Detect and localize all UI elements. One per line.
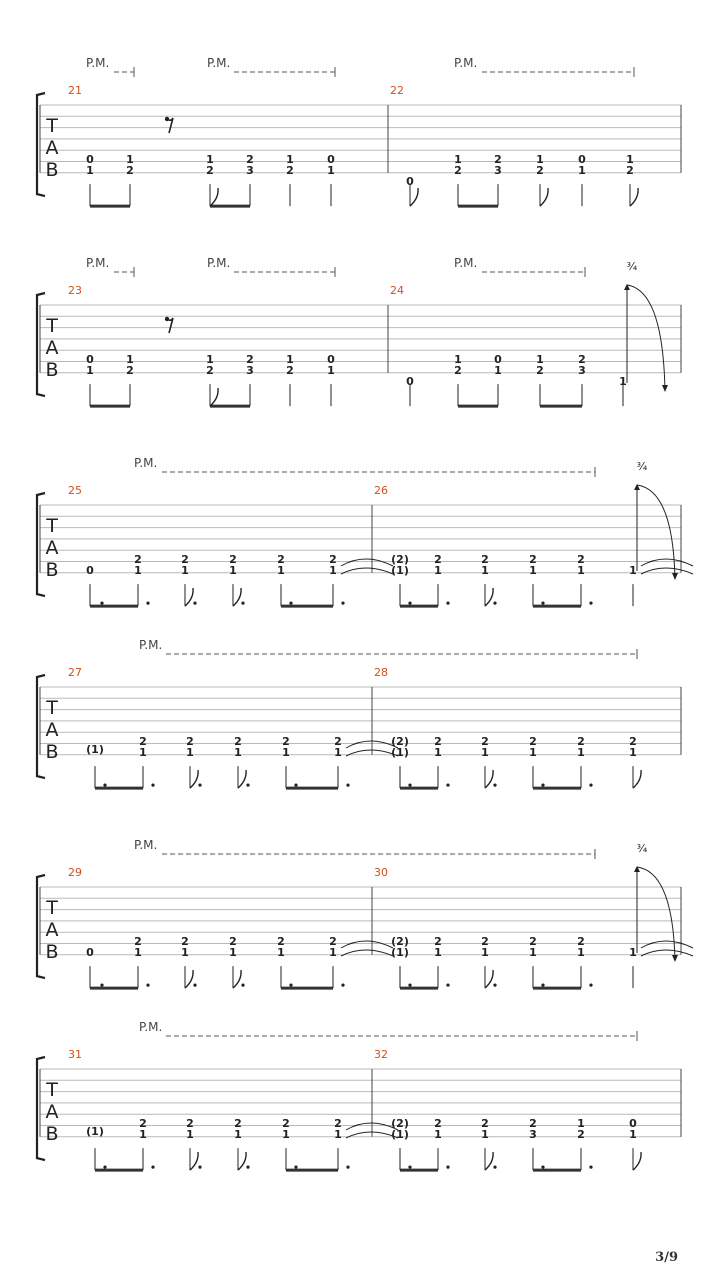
tab-clef-letter: A <box>45 1101 59 1123</box>
fret-number: 2 <box>481 1117 489 1130</box>
fret-number: 1 <box>434 946 442 959</box>
fret-number: 1 <box>536 153 544 166</box>
rhythm-dot <box>100 602 103 605</box>
fret-number: 1 <box>229 564 237 577</box>
fret-number: 1 <box>334 1128 342 1141</box>
bend-release-head <box>672 573 678 580</box>
tab-clef-letter: A <box>45 719 59 741</box>
note-flag <box>238 770 246 788</box>
fret-number: 1 <box>629 564 637 577</box>
fret-number: 2 <box>234 1117 242 1130</box>
fret-number: 1 <box>206 353 214 366</box>
fret-number: 2 <box>282 735 290 748</box>
fret-number: 2 <box>181 935 189 948</box>
fret-number: 2 <box>577 935 585 948</box>
fret-number: 1 <box>139 746 147 759</box>
fret-number: 2 <box>577 735 585 748</box>
fret-number: 1 <box>454 353 462 366</box>
measure-number: 22 <box>390 84 404 97</box>
note-flag <box>540 188 548 206</box>
note-flag <box>210 388 218 406</box>
fret-number: 2 <box>282 1117 290 1130</box>
fret-number: 1 <box>134 946 142 959</box>
fret-number: 1 <box>334 746 342 759</box>
note-flag <box>633 770 641 788</box>
tab-clef-letter: A <box>45 537 59 559</box>
rhythm-dot <box>146 602 149 605</box>
tab-system <box>37 256 681 406</box>
fret-number: 2 <box>234 735 242 748</box>
rhythm-dot <box>493 1166 496 1169</box>
page-number: 3/9 <box>655 1250 678 1265</box>
fret-number: 1 <box>181 564 189 577</box>
fret-number: 1 <box>529 946 537 959</box>
fret-number: 1 <box>327 364 335 377</box>
rhythm-dot <box>346 784 349 787</box>
palm-mute-label: P.M. <box>86 56 110 70</box>
tie-arc <box>341 941 393 948</box>
tab-system <box>37 456 693 606</box>
measure-number: 28 <box>374 666 388 679</box>
fret-number: 2 <box>481 553 489 566</box>
tab-clef-letter: B <box>45 1123 59 1145</box>
note-flag <box>238 1152 246 1170</box>
fret-number: 1 <box>286 153 294 166</box>
fret-number: 2 <box>229 553 237 566</box>
fret-number: 2 <box>454 364 462 377</box>
rhythm-dot <box>294 1166 297 1169</box>
rhythm-dot <box>193 602 196 605</box>
fret-number: 1 <box>282 746 290 759</box>
fret-number: 2 <box>329 935 337 948</box>
fret-number: 2 <box>186 735 194 748</box>
fret-number: 2 <box>536 164 544 177</box>
measure-number: 29 <box>68 866 82 879</box>
palm-mute-label: P.M. <box>134 838 158 852</box>
fret-number: 2 <box>481 935 489 948</box>
palm-mute-label: P.M. <box>139 1020 163 1034</box>
fret-number: 1 <box>529 564 537 577</box>
fret-number: 1 <box>234 746 242 759</box>
tab-clef-letter: T <box>46 897 58 919</box>
system-bracket <box>37 875 45 978</box>
system-bracket <box>37 1057 45 1160</box>
fret-number: 2 <box>536 364 544 377</box>
note-flag <box>190 1152 198 1170</box>
fret-number: 2 <box>529 735 537 748</box>
fret-number: (1) <box>391 1128 409 1141</box>
fret-number: 2 <box>277 553 285 566</box>
fret-number: 0 <box>406 175 414 188</box>
bend-release-head <box>662 385 668 392</box>
fret-number: 2 <box>181 553 189 566</box>
fret-number: 2 <box>229 935 237 948</box>
fret-number: 1 <box>277 946 285 959</box>
fret-number: 0 <box>494 353 502 366</box>
bend-amount: ¾ <box>636 460 648 473</box>
fret-number: 1 <box>434 1128 442 1141</box>
rhythm-dot <box>541 984 544 987</box>
rhythm-dot <box>408 784 411 787</box>
tab-system <box>37 1020 681 1170</box>
fret-number: 0 <box>86 564 94 577</box>
fret-number: 3 <box>529 1128 537 1141</box>
system-bracket <box>37 675 45 778</box>
fret-number: 2 <box>494 153 502 166</box>
note-flag <box>190 770 198 788</box>
tab-clef-letter: T <box>46 315 58 337</box>
fret-number: 2 <box>139 735 147 748</box>
fret-number: 1 <box>277 564 285 577</box>
rhythm-dot <box>589 984 592 987</box>
fret-number: (1) <box>86 1125 104 1138</box>
fret-number: 1 <box>629 746 637 759</box>
bend-amount: ¾ <box>626 260 638 273</box>
rhythm-dot <box>589 1166 592 1169</box>
fret-number: 0 <box>327 353 335 366</box>
fret-number: (1) <box>86 743 104 756</box>
note-flag <box>633 1152 641 1170</box>
measure-number: 23 <box>68 284 82 297</box>
fret-number: 3 <box>246 164 254 177</box>
rhythm-dot <box>151 1166 154 1169</box>
note-flag <box>485 770 493 788</box>
palm-mute-label: P.M. <box>139 638 163 652</box>
rhythm-dot <box>103 784 106 787</box>
fret-number: 3 <box>494 164 502 177</box>
note-flag <box>185 970 193 988</box>
fret-number: 2 <box>246 153 254 166</box>
fret-number: 1 <box>126 153 134 166</box>
fret-number: 1 <box>434 564 442 577</box>
fret-number: 2 <box>329 553 337 566</box>
fret-number: 0 <box>327 153 335 166</box>
tab-system <box>37 56 681 206</box>
note-flag <box>630 188 638 206</box>
rhythm-dot <box>246 784 249 787</box>
bend-amount: ¾ <box>636 842 648 855</box>
fret-number: 2 <box>246 353 254 366</box>
rhythm-dot <box>146 984 149 987</box>
fret-number: 1 <box>139 1128 147 1141</box>
fret-number: 1 <box>134 564 142 577</box>
rhythm-dot <box>493 984 496 987</box>
rhythm-dot <box>446 602 449 605</box>
fret-number: 1 <box>186 746 194 759</box>
rhythm-dot <box>151 784 154 787</box>
fret-number: 2 <box>629 735 637 748</box>
note-flag <box>233 588 241 606</box>
rhythm-dot <box>241 602 244 605</box>
fret-number: 0 <box>86 153 94 166</box>
fret-number: 2 <box>334 735 342 748</box>
fret-number: 0 <box>578 153 586 166</box>
fret-number: 1 <box>229 946 237 959</box>
tab-system <box>37 838 693 988</box>
fret-number: 1 <box>536 353 544 366</box>
fret-number: (2) <box>391 935 409 948</box>
rhythm-dot <box>408 1166 411 1169</box>
fret-number: 0 <box>86 353 94 366</box>
fret-number: (2) <box>391 553 409 566</box>
fret-number: 2 <box>434 553 442 566</box>
fret-number: 2 <box>529 1117 537 1130</box>
fret-number: (2) <box>391 1117 409 1130</box>
note-flag <box>485 1152 493 1170</box>
fret-number: 1 <box>481 746 489 759</box>
fret-number: 2 <box>577 1128 585 1141</box>
tab-clef-letter: B <box>45 159 59 181</box>
fret-number: 2 <box>277 935 285 948</box>
rhythm-dot <box>346 1166 349 1169</box>
fret-number: 1 <box>282 1128 290 1141</box>
fret-number: 2 <box>139 1117 147 1130</box>
palm-mute-label: P.M. <box>454 56 478 70</box>
fret-number: 2 <box>529 553 537 566</box>
tab-clef-letter: A <box>45 337 59 359</box>
system-bracket <box>37 93 45 196</box>
rhythm-dot <box>289 984 292 987</box>
rhythm-dot <box>408 984 411 987</box>
fret-number: 2 <box>126 164 134 177</box>
fret-number: 1 <box>626 153 634 166</box>
fret-number: 1 <box>577 746 585 759</box>
rhythm-dot <box>103 1166 106 1169</box>
fret-number: 0 <box>629 1117 637 1130</box>
palm-mute-label: P.M. <box>134 456 158 470</box>
fret-number: 0 <box>406 375 414 388</box>
rhythm-dot <box>446 784 449 787</box>
rhythm-dot <box>341 602 344 605</box>
rhythm-dot <box>541 784 544 787</box>
rhythm-dot <box>589 784 592 787</box>
fret-number: 1 <box>327 164 335 177</box>
note-flag <box>185 588 193 606</box>
fret-number: 1 <box>126 353 134 366</box>
palm-mute-label: P.M. <box>207 256 231 270</box>
bend-release-head <box>672 955 678 962</box>
tie-arc <box>341 559 393 566</box>
rhythm-dot <box>198 784 201 787</box>
palm-mute-label: P.M. <box>207 56 231 70</box>
fret-number: 2 <box>434 735 442 748</box>
fret-number: 2 <box>577 553 585 566</box>
fret-number: 1 <box>86 364 94 377</box>
tab-clef-letter: B <box>45 559 59 581</box>
measure-number: 30 <box>374 866 388 879</box>
fret-number: 2 <box>126 364 134 377</box>
tie-arc <box>641 941 693 948</box>
rhythm-dot <box>541 602 544 605</box>
fret-number: 2 <box>529 935 537 948</box>
fret-number: 2 <box>206 164 214 177</box>
fret-number: 3 <box>246 364 254 377</box>
tab-clef-letter: T <box>46 515 58 537</box>
fret-number: 2 <box>286 164 294 177</box>
fret-number: 2 <box>578 353 586 366</box>
measure-number: 27 <box>68 666 82 679</box>
rhythm-dot <box>246 1166 249 1169</box>
fret-number: 1 <box>578 164 586 177</box>
fret-number: 1 <box>434 746 442 759</box>
tie-arc <box>641 559 693 566</box>
rhythm-dot <box>446 984 449 987</box>
fret-number: 1 <box>329 946 337 959</box>
fret-number: 2 <box>434 935 442 948</box>
fret-number: 2 <box>186 1117 194 1130</box>
fret-number: 1 <box>577 946 585 959</box>
tab-clef-letter: A <box>45 919 59 941</box>
fret-number: 1 <box>86 164 94 177</box>
fret-number: 1 <box>577 1117 585 1130</box>
fret-number: 2 <box>481 735 489 748</box>
fret-number: 2 <box>286 364 294 377</box>
measure-number: 26 <box>374 484 388 497</box>
fret-number: 2 <box>626 164 634 177</box>
fret-number: 1 <box>629 1128 637 1141</box>
measure-number: 32 <box>374 1048 388 1061</box>
fret-number: 1 <box>329 564 337 577</box>
measure-number: 21 <box>68 84 82 97</box>
fret-number: 2 <box>206 364 214 377</box>
tab-clef-letter: B <box>45 359 59 381</box>
rhythm-dot <box>493 784 496 787</box>
fret-number: 1 <box>529 746 537 759</box>
rhythm-dot <box>289 602 292 605</box>
fret-number: (1) <box>391 564 409 577</box>
tab-clef-letter: T <box>46 115 58 137</box>
note-flag <box>210 188 218 206</box>
fret-number: 1 <box>206 153 214 166</box>
fret-number: 0 <box>86 946 94 959</box>
measure-number: 25 <box>68 484 82 497</box>
fret-number: 1 <box>629 946 637 959</box>
rhythm-dot <box>241 984 244 987</box>
eighth-rest-stem <box>167 118 173 133</box>
fret-number: 1 <box>181 946 189 959</box>
system-bracket <box>37 293 45 396</box>
fret-number: 1 <box>481 1128 489 1141</box>
note-flag <box>410 188 418 206</box>
eighth-rest-stem <box>167 318 173 333</box>
fret-number: 1 <box>454 153 462 166</box>
fret-number: 1 <box>494 364 502 377</box>
tab-clef-letter: T <box>46 1079 58 1101</box>
fret-number: (1) <box>391 946 409 959</box>
fret-number: 1 <box>619 375 627 388</box>
palm-mute-label: P.M. <box>454 256 478 270</box>
rhythm-dot <box>198 1166 201 1169</box>
note-flag <box>485 588 493 606</box>
rhythm-dot <box>100 984 103 987</box>
tab-clef-letter: B <box>45 941 59 963</box>
fret-number: 1 <box>286 353 294 366</box>
rhythm-dot <box>493 602 496 605</box>
note-flag <box>485 970 493 988</box>
bend-release <box>627 285 665 391</box>
fret-number: 2 <box>334 1117 342 1130</box>
palm-mute-label: P.M. <box>86 256 110 270</box>
measure-number: 31 <box>68 1048 82 1061</box>
fret-number: (2) <box>391 735 409 748</box>
tab-clef-letter: A <box>45 137 59 159</box>
fret-number: (1) <box>391 746 409 759</box>
rhythm-dot <box>341 984 344 987</box>
fret-number: 1 <box>234 1128 242 1141</box>
rhythm-dot <box>193 984 196 987</box>
fret-number: 2 <box>134 935 142 948</box>
tab-clef-letter: T <box>46 697 58 719</box>
rhythm-dot <box>589 602 592 605</box>
fret-number: 1 <box>481 946 489 959</box>
fret-number: 2 <box>434 1117 442 1130</box>
tab-clef-letter: B <box>45 741 59 763</box>
system-bracket <box>37 493 45 596</box>
note-flag <box>233 970 241 988</box>
fret-number: 2 <box>454 164 462 177</box>
rhythm-dot <box>446 1166 449 1169</box>
fret-number: 1 <box>481 564 489 577</box>
fret-number: 3 <box>578 364 586 377</box>
measure-number: 24 <box>390 284 404 297</box>
fret-number: 1 <box>186 1128 194 1141</box>
tab-system <box>37 638 681 788</box>
rhythm-dot <box>541 1166 544 1169</box>
fret-number: 1 <box>577 564 585 577</box>
rhythm-dot <box>294 784 297 787</box>
rhythm-dot <box>408 602 411 605</box>
fret-number: 2 <box>134 553 142 566</box>
